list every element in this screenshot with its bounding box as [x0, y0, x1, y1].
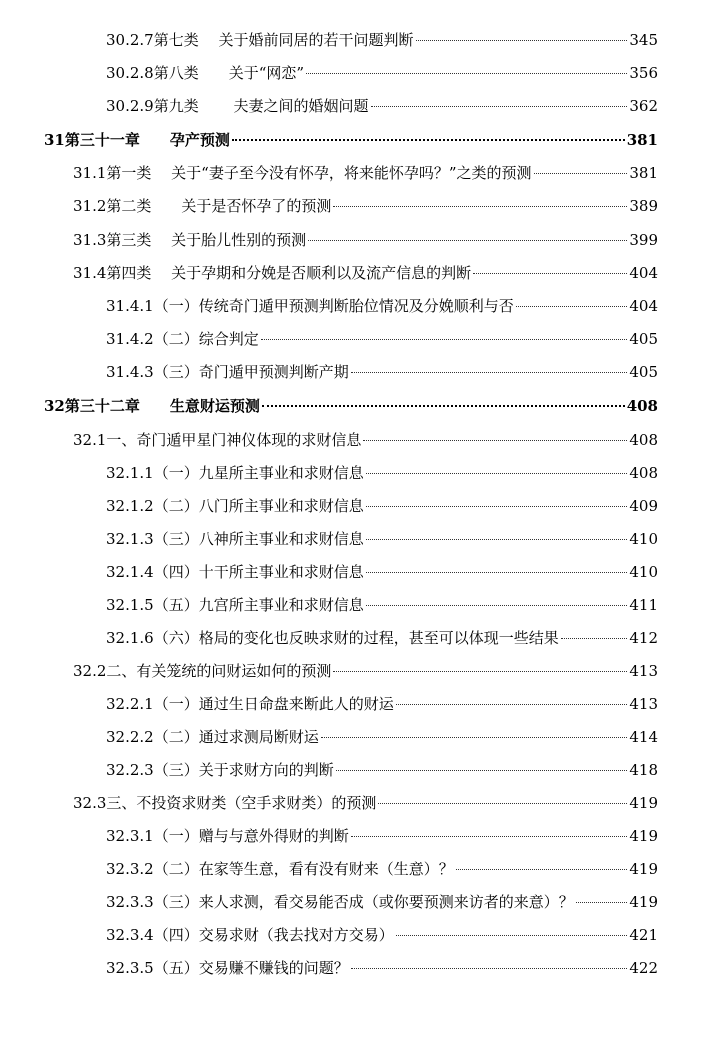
toc-entry-page: 345 [629, 31, 658, 49]
toc-entry-page: 419 [629, 794, 658, 812]
dot-leader [333, 671, 627, 672]
toc-entry-32-1-1[interactable] [106, 457, 658, 490]
toc-entry-title: （一）传统奇门遁甲预测判断胎位情况及分娩顺利与否 [153, 297, 514, 315]
toc-entry-title: （三）来人求测，看交易能否成（或你要预测来访者的来意）？ [153, 893, 574, 911]
toc-entry-31-4-2[interactable] [106, 323, 658, 356]
toc-entry-number: 32.1.1 [106, 464, 154, 482]
toc-entry-title: （四）十干所主事业和求财信息 [153, 563, 364, 581]
toc-entry-32-3-1[interactable] [106, 820, 658, 853]
dot-leader [336, 770, 628, 771]
toc-entry-page: 412 [629, 629, 658, 647]
dot-leader [561, 638, 628, 639]
toc-entry-number: 32.3.4 [106, 926, 154, 944]
toc-entry-page: 404 [629, 297, 658, 315]
toc-entry-number: 32.1.3 [106, 530, 154, 548]
toc-entry-title: （一）通过生日命盘来断此人的财运 [153, 695, 394, 713]
toc-entry-chapter-31[interactable] [44, 124, 658, 157]
toc-entry-page: 381 [626, 131, 658, 149]
toc-entry-number: 32.2.1 [106, 695, 154, 713]
toc-entry-title: 第一类 关于“妻子至今没有怀孕，将来能怀孕吗？”之类的预测 [106, 164, 532, 182]
dot-leader [306, 73, 627, 74]
toc-entry-page: 389 [629, 197, 658, 215]
toc-entry-number: 32.1.2 [106, 497, 154, 515]
toc-entry-number: 31.1 [73, 164, 107, 182]
dot-leader [366, 506, 628, 507]
toc-entry-title: （二）在家等生意，看有没有财来（生意）？ [153, 860, 454, 878]
toc-entry-number: 32.2 [73, 662, 107, 680]
toc-entry-32-3-5[interactable] [106, 952, 658, 985]
toc-entry-number: 31.4 [73, 264, 107, 282]
toc-entry-title: 第三十一章 孕产预测 [64, 131, 230, 149]
toc-entry-page: 414 [629, 728, 658, 746]
toc-entry-page: 356 [629, 64, 658, 82]
toc-entry-number: 32.3.1 [106, 827, 154, 845]
toc-entry-title: （四）交易求财（我去找对方交易） [153, 926, 394, 944]
toc-entry-32-3-4[interactable] [106, 919, 658, 952]
toc-entry-page: 410 [629, 563, 658, 581]
toc-entry-page: 421 [629, 926, 658, 944]
dot-leader [262, 405, 625, 407]
dot-leader [308, 240, 627, 241]
toc-entry-page: 413 [629, 662, 658, 680]
toc-entry-number: 32.3 [73, 794, 107, 812]
toc-entry-number: 32.3.5 [106, 959, 154, 977]
toc-entry-number: 30.2.9 [106, 97, 154, 115]
toc-entry-31-4-3[interactable] [106, 356, 658, 389]
toc-entry-31-2[interactable] [73, 190, 658, 223]
dot-leader [576, 902, 628, 903]
toc-entry-32-3-3[interactable] [106, 886, 658, 919]
toc-entry-30-2-7[interactable] [106, 24, 658, 57]
toc-entry-title: （六）格局的变化也反映求财的过程，甚至可以体现一些结果 [153, 629, 559, 647]
toc-entry-number: 32.3.3 [106, 893, 154, 911]
toc-entry-page: 422 [629, 959, 658, 977]
toc-entry-number: 31 [44, 131, 65, 149]
toc-entry-page: 381 [629, 164, 658, 182]
dot-leader [333, 206, 627, 207]
toc-entry-number: 31.3 [73, 231, 107, 249]
dot-leader [516, 306, 628, 307]
toc-entry-32-1-6[interactable] [106, 622, 658, 655]
toc-entry-32-1-2[interactable] [106, 490, 658, 523]
toc-entry-page: 409 [629, 497, 658, 515]
toc-entry-31-4[interactable] [73, 257, 658, 290]
toc-entry-32-1-3[interactable] [106, 523, 658, 556]
toc-entry-32-1-5[interactable] [106, 589, 658, 622]
toc-entry-30-2-9[interactable] [106, 90, 658, 123]
dot-leader [366, 605, 628, 606]
toc-entry-title: （二）八门所主事业和求财信息 [153, 497, 364, 515]
toc-entry-page: 419 [629, 860, 658, 878]
toc-entry-page: 410 [629, 530, 658, 548]
toc-entry-32-3[interactable] [73, 787, 658, 820]
toc-entry-page: 404 [629, 264, 658, 282]
toc-entry-number: 32.1.4 [106, 563, 154, 581]
toc-entry-32-1[interactable] [73, 424, 658, 457]
toc-entry-page: 362 [629, 97, 658, 115]
toc-entry-32-3-2[interactable] [106, 853, 658, 886]
toc-entry-page: 408 [629, 431, 658, 449]
dot-leader [351, 968, 628, 969]
toc-entry-32-2-2[interactable] [106, 721, 658, 754]
toc-entry-number: 32.3.2 [106, 860, 154, 878]
toc-entry-title: 第七类 关于婚前同居的若干问题判断 [153, 31, 414, 49]
toc-entry-page: 408 [629, 464, 658, 482]
toc-entry-title: （二）通过求测局断财运 [153, 728, 319, 746]
dot-leader [351, 836, 628, 837]
dot-leader [366, 539, 628, 540]
toc-entry-32-2-3[interactable] [106, 754, 658, 787]
toc-entry-title: 第八类 关于“网恋” [153, 64, 305, 82]
dot-leader [321, 737, 628, 738]
toc-entry-page: 418 [629, 761, 658, 779]
toc-entry-page: 413 [629, 695, 658, 713]
toc-entry-title: （一）九星所主事业和求财信息 [153, 464, 364, 482]
toc-entry-page: 419 [629, 893, 658, 911]
toc-entry-title: 第三类 关于胎儿性别的预测 [106, 231, 307, 249]
dot-leader [416, 40, 628, 41]
toc-entry-chapter-32[interactable] [44, 390, 658, 423]
toc-entry-title: 第九类 夫妻之间的婚姻问题 [153, 97, 369, 115]
toc-entry-page: 411 [629, 596, 658, 614]
toc-entry-number: 31.4.2 [106, 330, 154, 348]
dot-leader [366, 473, 628, 474]
toc-entry-page: 399 [629, 231, 658, 249]
toc-entry-31-1[interactable] [73, 157, 658, 190]
toc-entry-number: 31.4.1 [106, 297, 154, 315]
dot-leader [534, 173, 628, 174]
toc-entry-page: 405 [629, 363, 658, 381]
toc-entry-number: 32.2.3 [106, 761, 154, 779]
dot-leader [363, 440, 627, 441]
toc-entry-32-2[interactable] [73, 655, 658, 688]
dot-leader [371, 106, 628, 107]
toc-entry-number: 31.4.3 [106, 363, 154, 381]
toc-entry-title: （一）赠与与意外得财的判断 [153, 827, 349, 845]
toc-entry-page: 419 [629, 827, 658, 845]
toc-entry-31-4-1[interactable] [106, 290, 658, 323]
toc-entry-32-2-1[interactable] [106, 688, 658, 721]
toc-entry-title: 一、奇门遁甲星门神仪体现的求财信息 [106, 431, 362, 449]
dot-leader [378, 803, 627, 804]
toc-entry-number: 32.2.2 [106, 728, 154, 746]
toc-entry-31-3[interactable] [73, 224, 658, 257]
toc-entry-number: 32 [44, 397, 65, 415]
toc-entry-title: 三、不投资求财类（空手求财类）的预测 [106, 794, 377, 812]
dot-leader [366, 572, 628, 573]
toc-entry-title: （二）综合判定 [153, 330, 259, 348]
toc-entry-page: 408 [626, 397, 658, 415]
toc-entry-number: 30.2.8 [106, 64, 154, 82]
toc-entry-title: （三）奇门遁甲预测判断产期 [153, 363, 349, 381]
toc-entry-30-2-8[interactable] [106, 57, 658, 90]
toc-entry-number: 32.1.5 [106, 596, 154, 614]
toc-entry-title: 第二类 关于是否怀孕了的预测 [106, 197, 332, 215]
toc-entry-title: 二、有关笼统的问财运如何的预测 [106, 662, 332, 680]
toc-entry-32-1-4[interactable] [106, 556, 658, 589]
toc-entry-number: 32.1.6 [106, 629, 154, 647]
toc-entry-title: 第三十二章 生意财运预测 [64, 397, 260, 415]
toc-entry-page: 405 [629, 330, 658, 348]
toc-entry-number: 31.2 [73, 197, 107, 215]
toc-entry-title: （三）八神所主事业和求财信息 [153, 530, 364, 548]
toc-entry-title: （五）交易赚不赚钱的问题？ [153, 959, 349, 977]
dot-leader [351, 372, 628, 373]
toc-entry-title: （五）九宫所主事业和求财信息 [153, 596, 364, 614]
toc-entry-number: 32.1 [73, 431, 107, 449]
toc-entry-number: 30.2.7 [106, 31, 154, 49]
dot-leader [261, 339, 628, 340]
toc-entry-title: 第四类 关于孕期和分娩是否顺利以及流产信息的判断 [106, 264, 472, 282]
dot-leader [232, 139, 625, 141]
dot-leader [396, 704, 628, 705]
dot-leader [456, 869, 628, 870]
dot-leader [473, 273, 627, 274]
dot-leader [396, 935, 628, 936]
toc-entry-title: （三）关于求财方向的判断 [153, 761, 334, 779]
